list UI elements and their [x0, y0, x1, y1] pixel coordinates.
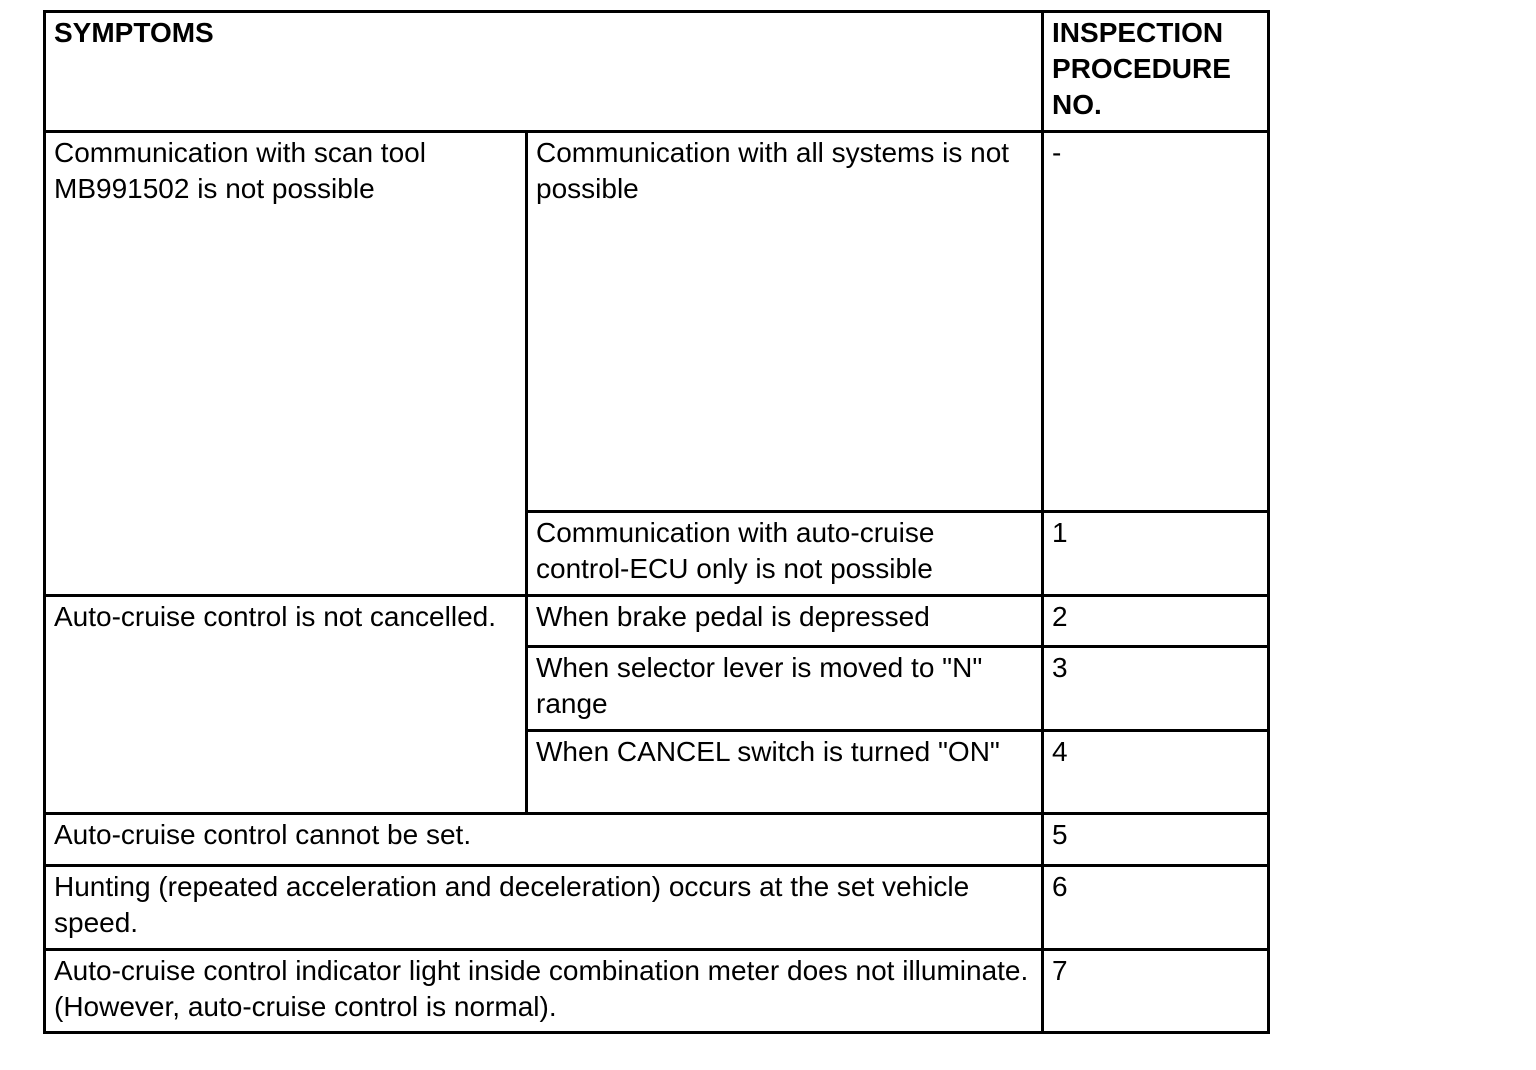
table-row — [45, 866, 1269, 950]
table-row — [45, 132, 1269, 512]
procedure-cell: - — [1043, 132, 1269, 512]
procedure-cell: 3 — [1043, 647, 1269, 731]
procedure-cell: 4 — [1043, 731, 1269, 814]
table-row — [45, 814, 1269, 866]
symptom-cell: Communication with scan tool MB991502 is not possible — [45, 132, 527, 596]
table-row — [45, 950, 1269, 1033]
procedure-cell: 5 — [1043, 814, 1269, 866]
condition-cell: When CANCEL switch is turned "ON" — [527, 731, 1043, 814]
procedure-cell: 2 — [1043, 596, 1269, 647]
procedure-cell: 7 — [1043, 950, 1269, 1033]
procedure-cell: 6 — [1043, 866, 1269, 950]
condition-cell: When selector lever is moved to "N" range — [527, 647, 1043, 731]
procedure-header: INSPECTION PROCEDURE NO. — [1043, 12, 1269, 132]
condition-cell: Communication with all systems is not possible — [527, 132, 1043, 512]
condition-cell: Communication with auto-cruise control-ECU only is not possible — [527, 512, 1043, 596]
table-row — [45, 12, 1269, 132]
symptoms-table — [43, 10, 1270, 1034]
symptom-cell: Auto-cruise control cannot be set. — [45, 814, 1043, 866]
symptom-cell: Auto-cruise control is not cancelled. — [45, 596, 527, 814]
condition-cell: When brake pedal is depressed — [527, 596, 1043, 647]
symptoms-header: SYMPTOMS — [45, 12, 1043, 132]
table-row — [45, 596, 1269, 647]
procedure-cell: 1 — [1043, 512, 1269, 596]
symptom-cell: Auto-cruise control indicator light inside combination meter does not illuminate. (However, auto-cruise control is normal). — [45, 950, 1043, 1033]
symptom-cell: Hunting (repeated acceleration and deceleration) occurs at the set vehicle speed. — [45, 866, 1043, 950]
